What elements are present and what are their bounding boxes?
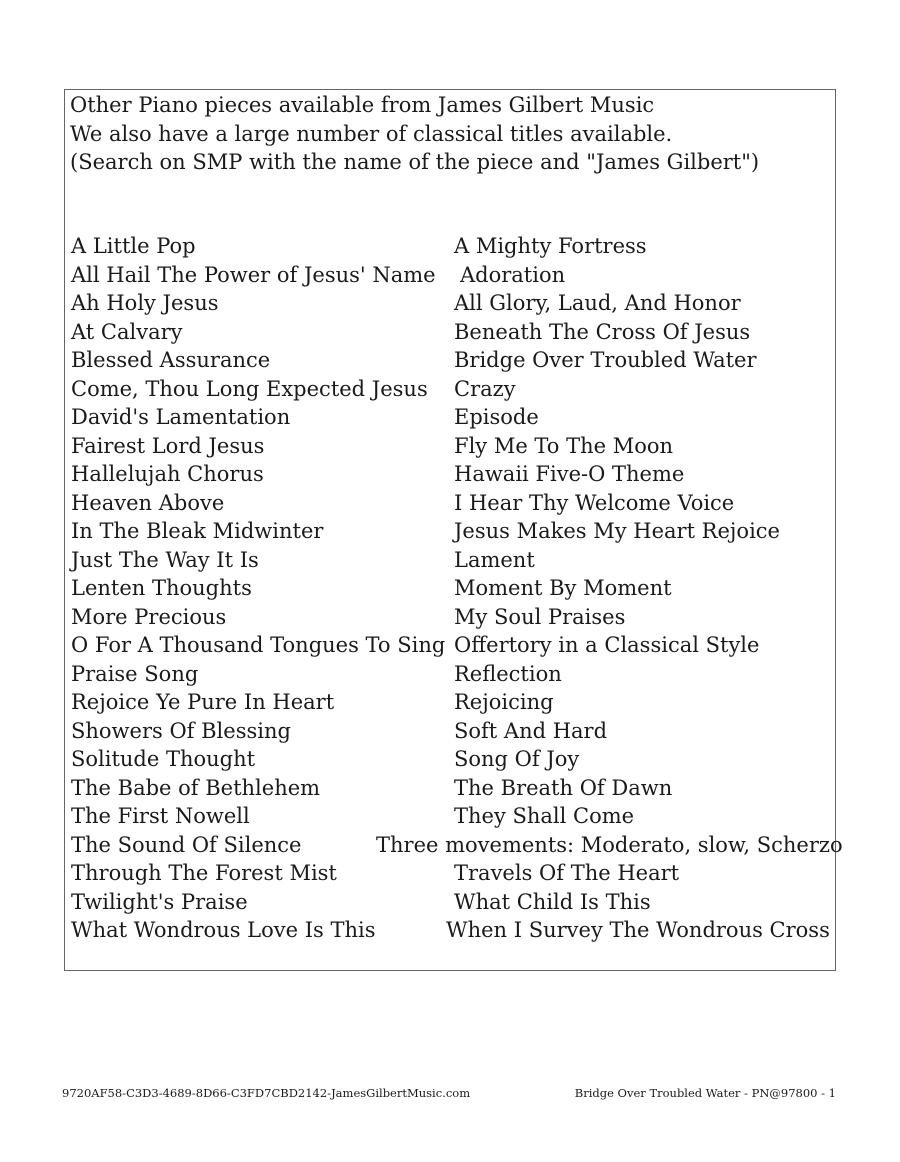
title-item: What Wondrous Love Is This — [71, 918, 376, 942]
title-item: Offertory in a Classical Style — [454, 633, 760, 657]
title-item: Heaven Above — [71, 490, 225, 515]
title-item: Through The Forest Mist — [71, 861, 337, 885]
title-item: Praise Song — [71, 661, 199, 686]
title-item: All Hail The Power of Jesus' Name — [71, 262, 436, 287]
title-item: The Babe of Bethlehem — [71, 775, 321, 800]
title-item: Soft And Hard — [454, 718, 608, 743]
title-item: All Glory, Laud, And Honor — [454, 291, 741, 315]
intro-line-3: (Search on SMP with the name of the piece and "James Gilbert") — [70, 150, 760, 174]
title-item: Jesus Makes My Heart Rejoice — [454, 519, 780, 543]
title-item: Episode — [454, 405, 539, 429]
title-item: I Hear Thy Welcome Voice — [454, 490, 735, 515]
title-item: Showers Of Blessing — [71, 718, 291, 743]
title-item: Rejoice Ye Pure In Heart — [71, 690, 335, 714]
title-item: Blessed Assurance — [71, 348, 271, 372]
title-item: Crazy — [454, 376, 516, 401]
title-item: Hallelujah Chorus — [71, 462, 264, 486]
title-item: Ah Holy Jesus — [71, 291, 219, 315]
title-item: The Sound Of Silence — [71, 832, 302, 857]
title-item: Travels Of The Heart — [454, 861, 680, 885]
title-item: At Calvary — [71, 319, 183, 344]
title-item: Reflection — [454, 661, 562, 686]
intro-line-2: We also have a large number of classical titles available. — [70, 121, 673, 146]
intro-line-1: Other Piano pieces available from James Gilbert Music — [70, 93, 655, 117]
footer-page-info: Bridge Over Troubled Water - PN@97800 - 1 — [574, 1086, 836, 1100]
footer-document-id: 9720AF58-C3D3-4689-8D66-C3FD7CBD2142-JamesGilbertMusic.com — [62, 1086, 471, 1100]
title-item: My Soul Praises — [454, 604, 626, 629]
titles-right-column — [376, 232, 843, 945]
title-item: In The Bleak Midwinter — [71, 519, 324, 543]
title-item: When I Survey The Wondrous Cross — [446, 918, 830, 942]
title-item: Bridge Over Troubled Water — [454, 348, 757, 372]
title-item: Come, Thou Long Expected Jesus — [71, 376, 428, 401]
title-item: Beneath The Cross Of Jesus — [454, 319, 751, 344]
title-item: More Precious — [71, 604, 227, 629]
title-item: Fairest Lord Jesus — [71, 433, 265, 458]
title-item: A Little Pop — [71, 234, 196, 258]
title-item: Lenten Thoughts — [71, 576, 252, 600]
title-item: Moment By Moment — [454, 576, 672, 600]
title-item: Three movements: Moderato, slow, Scherzo — [376, 832, 843, 857]
title-item: Just The Way It Is — [71, 547, 259, 572]
title-item: David's Lamentation — [71, 405, 291, 429]
title-item: Lament — [454, 547, 535, 572]
title-item: They Shall Come — [454, 804, 635, 828]
title-item: The First Nowell — [71, 804, 250, 828]
title-item: What Child Is This — [454, 889, 651, 914]
title-item: Adoration — [460, 262, 566, 287]
intro-text — [70, 91, 759, 177]
title-item: Hawaii Five-O Theme — [454, 462, 685, 486]
title-item: The Breath Of Dawn — [454, 775, 673, 800]
title-item: O For A Thousand Tongues To Sing — [71, 633, 446, 657]
title-item: A Mighty Fortress — [454, 234, 647, 258]
title-item: Twilight's Praise — [71, 889, 248, 914]
title-item: Solitude Thought — [71, 747, 256, 771]
title-item: Song Of Joy — [454, 747, 580, 771]
title-item: Rejoicing — [454, 690, 554, 714]
title-item: Fly Me To The Moon — [454, 433, 674, 458]
